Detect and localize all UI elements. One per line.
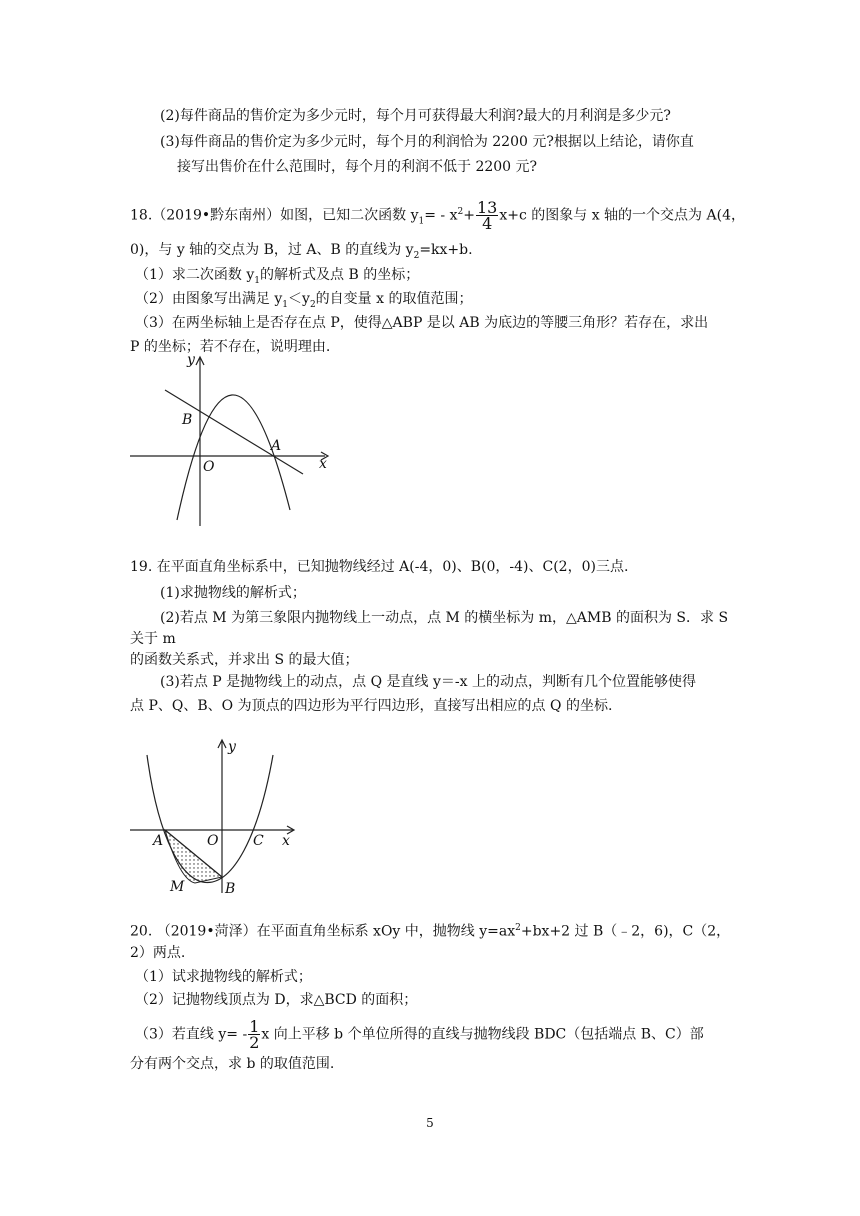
q20-part1: （1）试求抛物线的解析式；: [135, 969, 312, 985]
q19-part1: (1)求抛物线的解析式；: [160, 585, 306, 601]
q19-part2-line1: (2)若点 M 为第三象限内抛物线上一动点，点 M 的横坐标为 m，△AMB 的面积为 S．求 S: [160, 610, 729, 626]
q20-part3-line2: 分有两个交点，求 b 的取值范围.: [130, 1056, 335, 1072]
q18-part3-line2: P 的坐标；若不存在，说明理由.: [130, 339, 331, 355]
fraction-1-2: $\frac{1}{2}$: [249, 1017, 260, 1052]
q18-part3-line1: （3）在两坐标轴上是否存在点 P，使得△ABP 是以 AB 为底边的等腰三角形？若存在，求出: [135, 315, 709, 331]
q17-part3-line2: 接写出售价在什么范围时，每个月的利润不低于 2200 元?: [177, 159, 538, 175]
label-B: B: [225, 881, 236, 895]
label-y: y: [228, 739, 236, 755]
q17-part2: (2)每件商品的售价定为多少元时，每个月可获得最大利润?最大的月利润是多少元?: [160, 108, 671, 124]
q20-part3-line1: （3）若直线 y= - $\frac{1}{2}$ x 向上平移 b 个单位所得的直线与抛物线段 BDC（包括端点 B、C）部: [135, 1017, 704, 1052]
label-O: O: [203, 459, 215, 475]
label-B: B: [182, 412, 193, 428]
q19-part3-line2: 点 P、Q、B、O 为顶点的四边形为平行四边形，直接写出相应的点 Q 的坐标.: [130, 698, 613, 714]
line-y2: [165, 390, 303, 474]
q18-part2: （2）由图象写出满足 $y_1<y_2$的自变量 x 的取值范围；: [135, 291, 473, 310]
parabola: [147, 755, 273, 883]
label-x: x: [319, 456, 327, 472]
label-M: M: [170, 879, 185, 895]
label-y: y: [187, 352, 195, 368]
label-O: O: [207, 833, 219, 849]
label-C: C: [253, 833, 264, 849]
q17-part3-line1: (3)每件商品的售价定为多少元时，每个月的利润恰为 2200 元?根据以上结论，请你直: [160, 134, 694, 150]
q20-stem-line1: 20. （2019•菏泽）在平面直角坐标系 xOy 中，抛物线 $y=ax^2+bx+2$ 过 B（﹣2，6)，C（2，: [130, 923, 731, 940]
label-x: x: [282, 833, 290, 849]
q19-part2-line3: 的函数关系式，并求出 S 的最大值；: [130, 652, 359, 668]
parabola-y1: [177, 395, 290, 520]
q18-stem-line2: 0)，与 y 轴的交点为 B，过 A、B 的直线为 $y_2=kx+b$.: [130, 242, 473, 261]
q19-part3-line1: (3)若点 P 是抛物线上的动点，点 Q 是直线 y＝-x 上的动点，判断有几个位置能够使得: [160, 674, 696, 690]
q20-stem-line2: 2）两点.: [130, 945, 186, 961]
fraction-13-4: $\frac{13}{4}$: [476, 198, 498, 233]
label-A: A: [153, 833, 164, 849]
q18-part1: （1）求二次函数 $y_1$的解析式及点 B 的坐标；: [135, 267, 420, 286]
q18-stem-line1: 18.（2019•黔东南州）如图，已知二次函数 $y_1= - x^2+$ $\frac{13}{4}$ x+c 的图象与 x 轴的一个交点为 A(4，: [130, 198, 745, 233]
figure-18-graph: [125, 350, 340, 530]
q20-part2: （2）记抛物线顶点为 D，求△BCD 的面积；: [135, 992, 418, 1008]
q19-part2-line2: 关于 m: [130, 631, 176, 647]
q19-stem: 19. 在平面直角坐标系中，已知抛物线经过 A(-4，0)、B(0，-4)、C(2，0)三点.: [130, 559, 629, 575]
figure-19-graph: [125, 735, 300, 895]
page-number: 5: [426, 1116, 434, 1130]
label-A: A: [271, 438, 282, 454]
